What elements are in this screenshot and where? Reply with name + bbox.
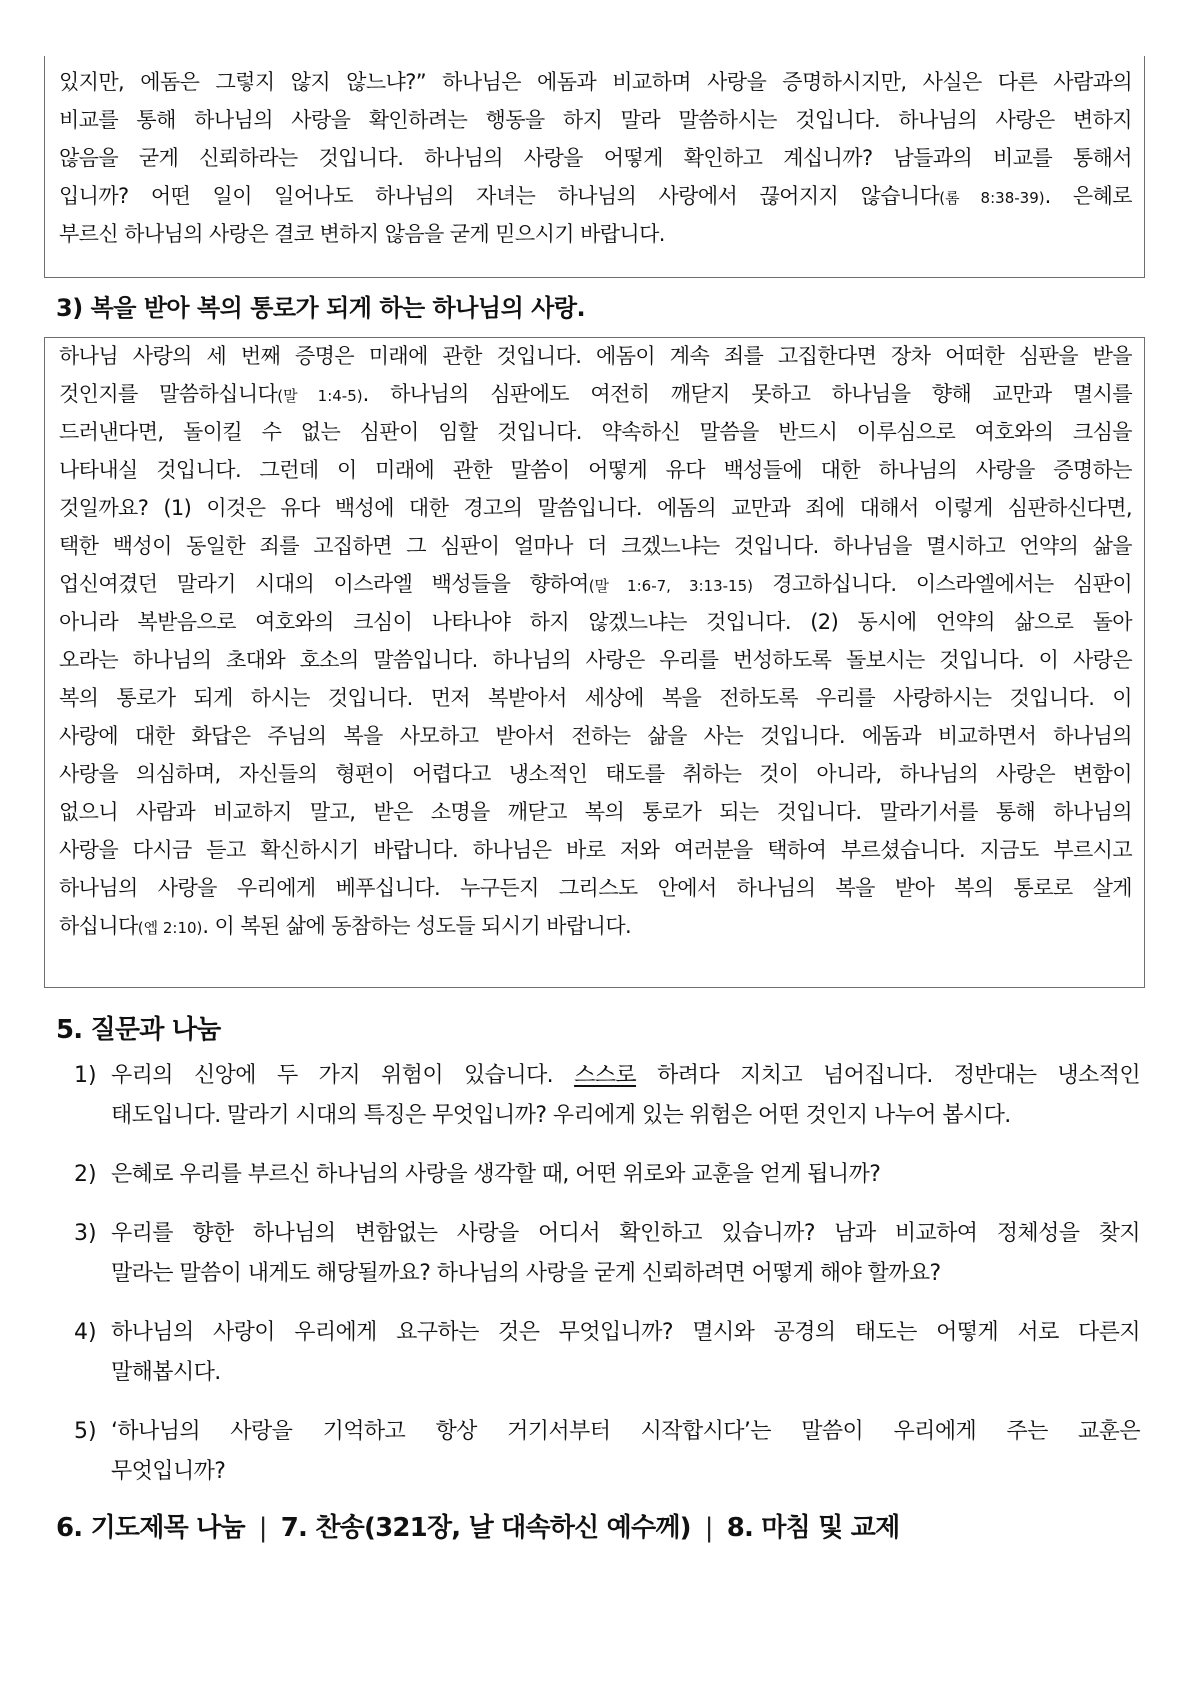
box2-line-16 bbox=[59, 906, 1132, 946]
text-segment: 업신여겼던 말라기 시대의 이스라엘 백성들을 향하여 bbox=[59, 572, 589, 596]
question-number: 5) bbox=[74, 1419, 97, 1444]
scripture-reference: (말 1:6-7, 3:13-15) bbox=[588, 577, 753, 595]
box2-line-15: 하나님의 사랑을 우리에게 베푸십니다. 누구든지 그리스도 안에서 하나님의 복을 받아 복의 통로로 살게 bbox=[59, 876, 1132, 900]
question-line: 태도입니다. 말라기 시대의 특징은 무엇입니까? 우리에게 있는 위험은 어떤 것인지 나누어 봅시다. bbox=[111, 1103, 1011, 1128]
section-5-heading: 5. 질문과 나눔 bbox=[56, 1015, 221, 1045]
question-line: ‘하나님의 사랑을 기억하고 항상 거기서부터 시작합시다’는 말씀이 우리에게 주는 교훈은 bbox=[111, 1419, 1140, 1444]
question-item-5 bbox=[74, 1412, 1140, 1492]
question-number: 1) bbox=[74, 1063, 97, 1088]
box2-line-5: 것일까요? (1) 이것은 유다 백성에 대한 경고의 말씀입니다. 에돔의 교만과 죄에 대해서 이렇게 심판하신다면, bbox=[59, 496, 1132, 520]
text-segment: 하려다 지치고 넘어집니다. 정반대는 냉소적인 bbox=[636, 1063, 1141, 1088]
scripture-reference: (롬 8:38-39) bbox=[939, 189, 1045, 207]
separator: | bbox=[258, 1513, 267, 1543]
question-number: 3) bbox=[74, 1221, 97, 1246]
separator: | bbox=[704, 1513, 713, 1543]
sermon-box-continued bbox=[44, 56, 1145, 278]
text-segment: 우리의 신앙에 두 가지 위험이 있습니다. bbox=[111, 1063, 575, 1088]
box2-line-6: 택한 백성이 동일한 죄를 고집하면 그 심판이 얼마나 더 크겠느냐는 것입니다. 하나님을 멸시하고 언약의 삶을 bbox=[59, 534, 1132, 558]
sermon-box-point-3 bbox=[44, 337, 1145, 988]
text-segment: 것인지를 말씀하십니다 bbox=[59, 382, 278, 406]
subheading-point-3: 3) 복을 받아 복의 통로가 되게 하는 하나님의 사랑. bbox=[56, 294, 586, 322]
question-item-4 bbox=[74, 1313, 1140, 1393]
text-segment: 경고하십니다. 이스라엘에서는 심판이 bbox=[752, 572, 1133, 596]
box2-line-11: 사랑에 대한 화답은 주님의 복을 사모하고 받아서 전하는 삶을 사는 것입니다. 에돔과 비교하면서 하나님의 bbox=[59, 724, 1132, 748]
scripture-reference: (말 1:4-5) bbox=[277, 387, 363, 405]
box2-line-13: 없으니 사람과 비교하지 말고, 받은 소명을 깨닫고 복의 통로가 되는 것입니다. 말라기서를 통해 하나님의 bbox=[59, 800, 1132, 824]
box2-line-4: 나타내실 것입니다. 그런데 이 미래에 관한 말씀이 어떻게 유다 백성들에 대한 하나님의 사랑을 증명하는 bbox=[59, 458, 1132, 482]
text-segment: 입니까? 어떤 일이 일어나도 하나님의 자녀는 하나님의 사랑에서 끊어지지 않습니다 bbox=[59, 184, 940, 208]
section-7-hymn: 7. 찬송(321장, 날 대속하신 예수께) bbox=[280, 1513, 691, 1543]
box2-line-9: 오라는 하나님의 초대와 호소의 말씀입니다. 하나님의 사랑은 우리를 번성하도록 돌보시는 것입니다. 이 사랑은 bbox=[59, 648, 1132, 672]
question-line: 말해봅시다. bbox=[111, 1360, 221, 1385]
question-line: 하나님의 사랑이 우리에게 요구하는 것은 무엇입니까? 멸시와 공경의 태도는 어떻게 서로 다른지 bbox=[111, 1320, 1140, 1345]
text-segment: . 은혜로 bbox=[1044, 184, 1132, 208]
closing-sections-heading bbox=[56, 1508, 899, 1548]
box2-line-14: 사랑을 다시금 듣고 확신하시기 바랍니다. 하나님은 바로 저와 여러분을 택하여 부르셨습니다. 지금도 부르시고 bbox=[59, 838, 1132, 862]
box2-line-7 bbox=[59, 564, 1132, 604]
question-number: 4) bbox=[74, 1320, 97, 1345]
text-segment: . 하나님의 심판에도 여전히 깨닫지 못하고 하나님을 향해 교만과 멸시를 bbox=[362, 382, 1133, 406]
text-segment: . 이 복된 삶에 동참하는 성도들 되시기 바랍니다. bbox=[202, 914, 632, 938]
question-item-1 bbox=[74, 1056, 1140, 1136]
text-segment: 하십니다 bbox=[59, 914, 138, 938]
question-number: 2) bbox=[74, 1162, 97, 1187]
question-item-2 bbox=[74, 1155, 1140, 1195]
underlined-text: 스스로 bbox=[574, 1063, 637, 1088]
box1-line-1: 있지만, 에돔은 그렇지 않지 않느냐?” 하나님은 에돔과 비교하며 사랑을 증명하시지만, 사실은 다른 사람과의 bbox=[59, 70, 1132, 94]
question-line: 우리를 향한 하나님의 변함없는 사랑을 어디서 확인하고 있습니까? 남과 비교하여 정체성을 찾지 bbox=[111, 1221, 1140, 1246]
section-8-closing: 8. 마침 및 교제 bbox=[726, 1513, 900, 1543]
question-line: 무엇입니까? bbox=[111, 1459, 226, 1484]
section-6-prayer: 6. 기도제목 나눔 bbox=[56, 1513, 245, 1543]
box2-line-3: 드러낸다면, 돌이킬 수 없는 심판이 임할 것입니다. 약속하신 말씀을 반드시 이루심으로 여호와의 크심을 bbox=[59, 420, 1132, 444]
scripture-reference: (엡 2:10) bbox=[137, 919, 203, 937]
box1-line-4 bbox=[59, 176, 1132, 216]
box1-line-3: 않음을 굳게 신뢰하라는 것입니다. 하나님의 사랑을 어떻게 확인하고 계십니까? 남들과의 비교를 통해서 bbox=[59, 146, 1132, 170]
box2-line-12: 사랑을 의심하며, 자신들의 형편이 어렵다고 냉소적인 태도를 취하는 것이 아니라, 하나님의 사랑은 변함이 bbox=[59, 762, 1132, 786]
box1-line-5: 부르신 하나님의 사랑은 결코 변하지 않음을 굳게 믿으시기 바랍니다. bbox=[59, 222, 665, 246]
box2-line-8: 아니라 복받음으로 여호와의 크심이 나타나야 하지 않겠느냐는 것입니다. (2) 동시에 언약의 삶으로 돌아 bbox=[59, 610, 1132, 634]
question-line bbox=[111, 1056, 1140, 1096]
box1-line-2: 비교를 통해 하나님의 사랑을 확인하려는 행동을 하지 말라 말씀하시는 것입니다. 하나님의 사랑은 변하지 bbox=[59, 108, 1132, 132]
question-line: 말라는 말씀이 내게도 해당될까요? 하나님의 사랑을 굳게 신뢰하려면 어떻게 해야 할까요? bbox=[111, 1261, 941, 1286]
question-line: 은혜로 우리를 부르신 하나님의 사랑을 생각할 때, 어떤 위로와 교훈을 얻게 됩니까? bbox=[111, 1162, 881, 1187]
box2-line-10: 복의 통로가 되게 하시는 것입니다. 먼저 복받아서 세상에 복을 전하도록 우리를 사랑하시는 것입니다. 이 bbox=[59, 686, 1132, 710]
box2-line-2 bbox=[59, 374, 1132, 414]
box2-line-1: 하나님 사랑의 세 번째 증명은 미래에 관한 것입니다. 에돔이 계속 죄를 고집한다면 장차 어떠한 심판을 받을 bbox=[59, 344, 1132, 368]
question-item-3 bbox=[74, 1214, 1140, 1294]
